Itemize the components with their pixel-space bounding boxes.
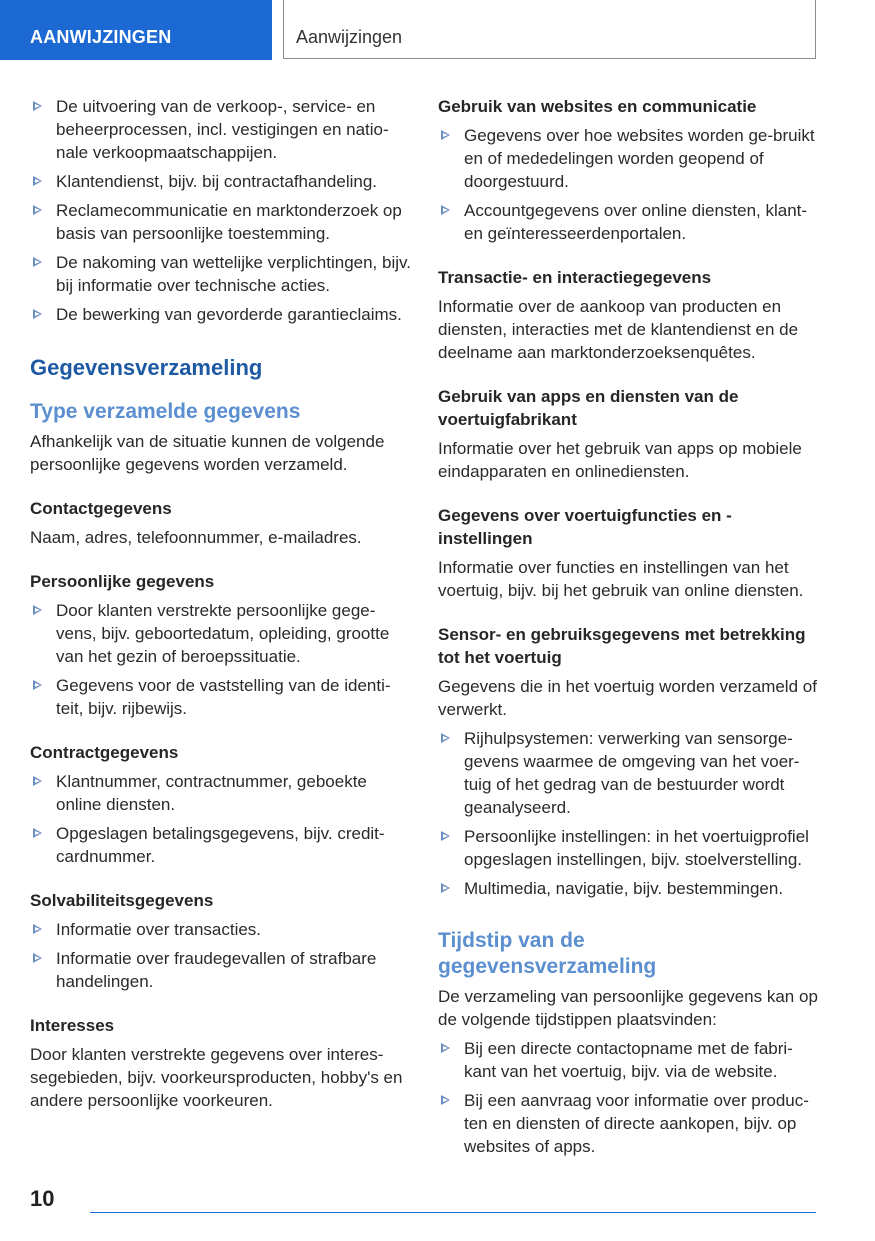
bullet-triangle-icon [33, 101, 42, 111]
interests-text: Door klanten verstrekte gegevens over interes-segebieden, bijv. voorkeursproducten, hobby's en andere persoonlijke voorkeuren. [30, 1045, 403, 1110]
list-item: De nakoming van wettelijke verplichtingen, bijv. bij informatie over technische acties. [30, 251, 412, 297]
transaction-text: Informatie over de aankoop van producten en diensten, interacties met de klantendienst en de deelname aan marktonderzoeksenquêtes. [438, 297, 799, 362]
bullet-triangle-icon [33, 828, 42, 838]
list-item: Multimedia, navigatie, bijv. bestemmingen. [438, 877, 820, 900]
apps-text: Informatie over het gebruik van apps op mobiele eindapparaten en onlinediensten. [438, 439, 802, 481]
list-item: Bij een directe contactopname met de fabri-kant van het voertuig, bijv. via de website. [438, 1037, 820, 1083]
header-section-title: Aanwijzingen [296, 27, 403, 47]
footer-divider [90, 1212, 816, 1213]
bullet-triangle-icon [33, 605, 42, 615]
list-item: Reclamecommunicatie en marktonderzoek op basis van persoonlijke toestemming. [30, 199, 412, 245]
personal-heading: Persoonlijke gegevens [30, 572, 215, 591]
intro-list [30, 95, 412, 326]
section-heading: Gegevensverzameling [30, 355, 263, 380]
bullet-triangle-icon [441, 1095, 450, 1105]
list-item: Rijhulpsystemen: verwerking van sensorge-gevens waarmee de omgeving van het voer-tuig of het gedrag van de bestuurder wordt geanalyseerd. [438, 727, 820, 819]
page-number: 10 [30, 1186, 55, 1211]
bullet-triangle-icon [441, 883, 450, 893]
contract-heading: Contractgegevens [30, 743, 179, 762]
list-item: Opgeslagen betalingsgegevens, bijv. credit-cardnummer. [30, 822, 412, 868]
list-item: Gegevens voor de vaststelling van de identi-teit, bijv. rijbewijs. [30, 674, 412, 720]
solvency-list [30, 918, 412, 993]
personal-list [30, 599, 412, 720]
subsection-text: Afhankelijk van de situatie kunnen de volgende persoonlijke gegevens worden verzameld. [30, 432, 385, 474]
list-item: Informatie over fraudegevallen of strafbare handelingen. [30, 947, 412, 993]
apps-heading: Gebruik van apps en diensten van de voertuigfabrikant [438, 387, 739, 429]
interests-heading: Interesses [30, 1016, 115, 1035]
subsection-heading: Type verzamelde gegevens [30, 400, 301, 423]
list-item: Door klanten verstrekte persoonlijke gege-vens, bijv. geboortedatum, opleiding, grootte van het gezin of beroepssituatie. [30, 599, 412, 668]
solvency-heading: Solvabiliteitsgegevens [30, 891, 214, 910]
list-item: Bij een aanvraag voor informatie over produc-ten en diensten of directe aankopen, bijv. op websites of apps. [438, 1089, 820, 1158]
bullet-triangle-icon [441, 733, 450, 743]
bullet-triangle-icon [33, 205, 42, 215]
contract-list [30, 770, 412, 868]
contact-heading: Contactgegevens [30, 499, 172, 518]
functions-text: Informatie over functies en instellingen van het voertuig, bijv. bij het gebruik van online diensten. [438, 558, 804, 600]
right-column [438, 95, 820, 1179]
list-item: Accountgegevens over online diensten, klant- en geïnteresseerdenportalen. [438, 199, 820, 245]
bullet-triangle-icon [33, 680, 42, 690]
bullet-triangle-icon [33, 309, 42, 319]
list-item: Informatie over transacties. [30, 918, 412, 941]
list-item: Persoonlijke instellingen: in het voertuigprofiel opgeslagen instellingen, bijv. stoelverstelling. [438, 825, 820, 871]
list-item: De uitvoering van de verkoop-, service- en beheerprocessen, incl. vestigingen en natio-nale verkoopmaatschappijen. [30, 95, 412, 164]
header-section-tab [0, 0, 272, 60]
bullet-triangle-icon [441, 205, 450, 215]
bullet-triangle-icon [441, 130, 450, 140]
websites-list [438, 124, 820, 245]
transaction-heading: Transactie- en interactiegegevens [438, 268, 712, 287]
list-item: De bewerking van gevorderde garantieclaims. [30, 303, 412, 326]
bullet-triangle-icon [33, 176, 42, 186]
left-column [30, 95, 412, 1112]
bullet-triangle-icon [441, 831, 450, 841]
bullet-triangle-icon [33, 924, 42, 934]
contact-text: Naam, adres, telefoonnummer, e-mailadres. [30, 528, 362, 547]
list-item: Klantendienst, bijv. bij contractafhandeling. [30, 170, 412, 193]
timing-heading: Tijdstip van de gegevensverzameling [438, 929, 657, 978]
header-section-title-box [283, 0, 816, 59]
timing-text: De verzameling van persoonlijke gegevens kan op de volgende tijdstippen plaatsvinden: [438, 987, 818, 1029]
bullet-triangle-icon [33, 953, 42, 963]
list-item: Klantnummer, contractnummer, geboekte online diensten. [30, 770, 412, 816]
websites-heading: Gebruik van websites en communicatie [438, 97, 757, 116]
bullet-triangle-icon [33, 257, 42, 267]
functions-heading: Gegevens over voertuigfuncties en -instellingen [438, 506, 732, 548]
timing-list [438, 1037, 820, 1158]
header-tab-label: AANWIJZINGEN [30, 27, 172, 47]
bullet-triangle-icon [441, 1043, 450, 1053]
bullet-triangle-icon [33, 776, 42, 786]
list-item: Gegevens over hoe websites worden ge-bruikt en of mededelingen worden geopend of doorgestuurd. [438, 124, 820, 193]
sensor-heading: Sensor- en gebruiksgegevens met betrekking tot het voertuig [438, 625, 806, 667]
sensor-text: Gegevens die in het voertuig worden verzameld of verwerkt. [438, 677, 817, 719]
sensor-list [438, 727, 820, 900]
